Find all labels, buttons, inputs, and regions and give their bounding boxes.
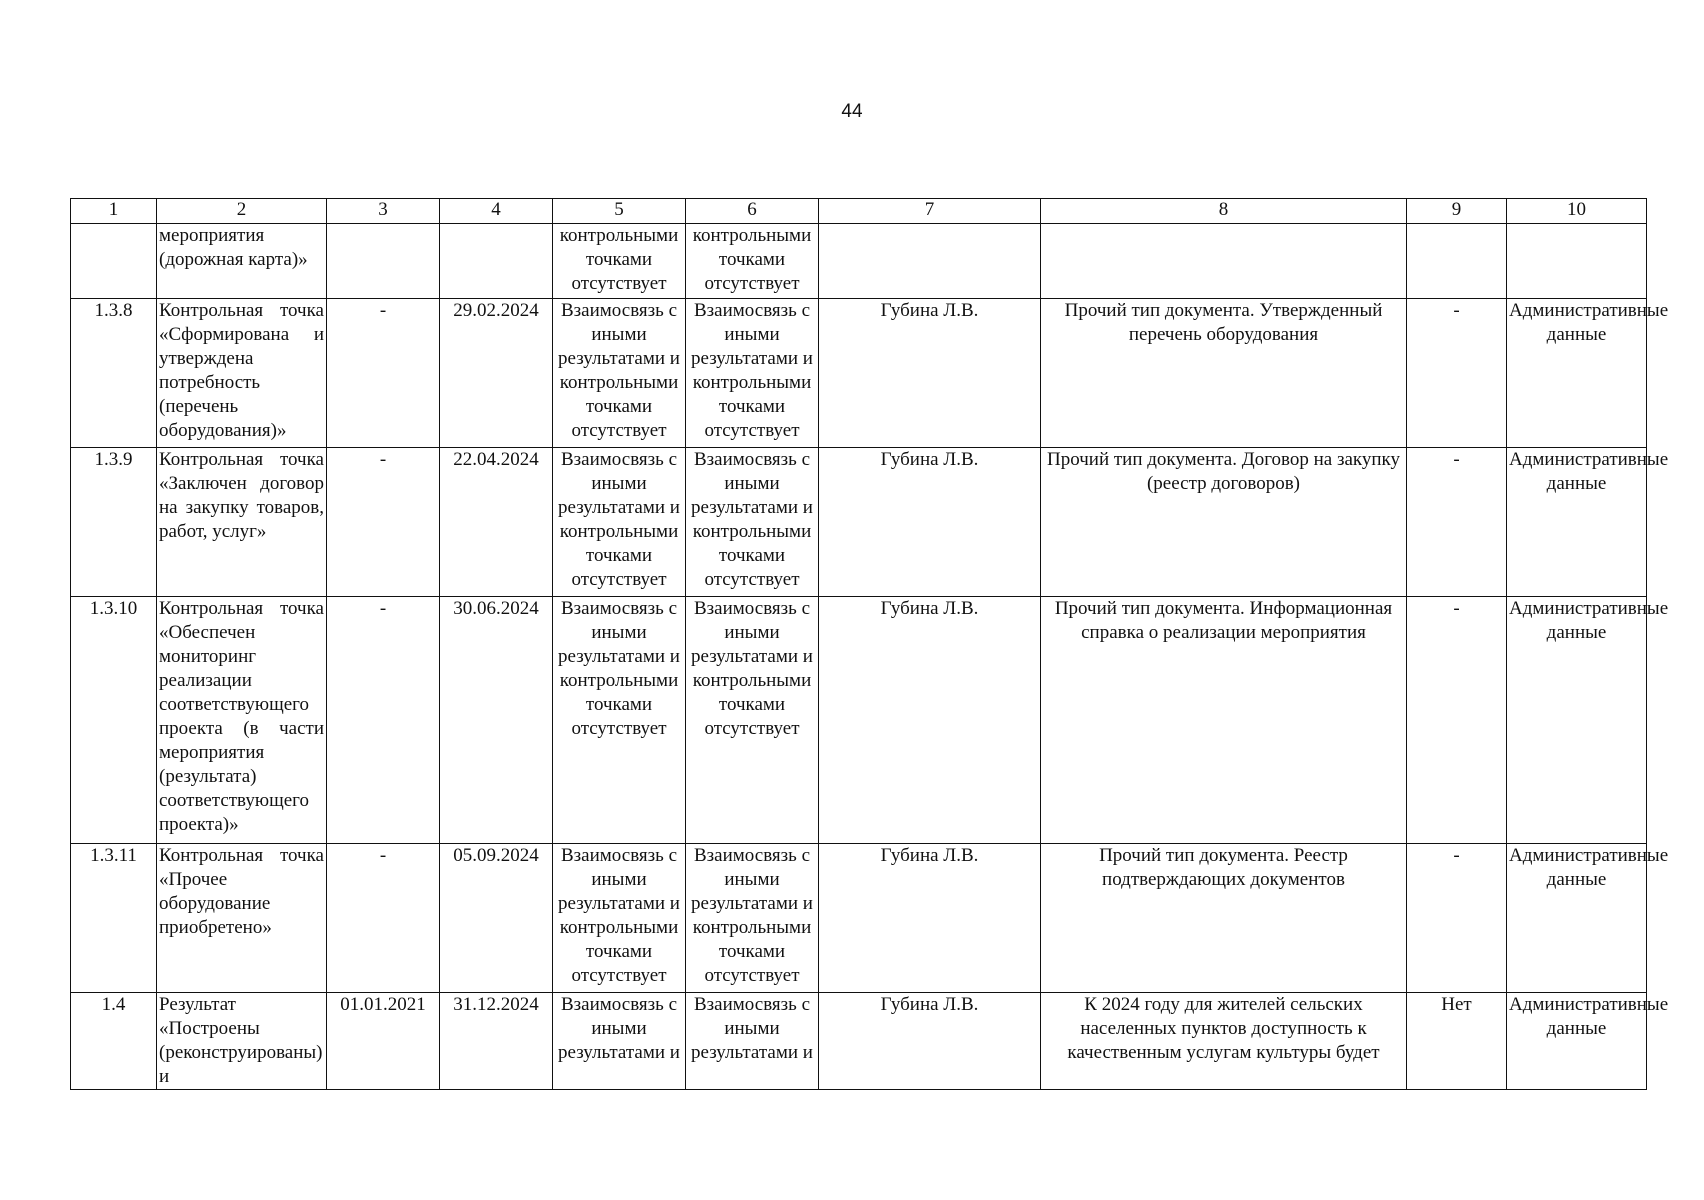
row-number: 1.3.10 <box>71 597 157 844</box>
table-row <box>71 844 1647 993</box>
table-row <box>71 993 1647 1090</box>
row-responsible: Губина Л.В. <box>819 844 1041 993</box>
row-start-date: - <box>327 597 440 844</box>
row-document: Прочий тип документа. Договор на закупку (реестр договоров) <box>1041 448 1407 597</box>
column-header: 6 <box>686 199 819 224</box>
row-info-system <box>1407 224 1507 299</box>
column-header: 10 <box>1507 199 1647 224</box>
column-header: 9 <box>1407 199 1507 224</box>
row-info-system: - <box>1407 448 1507 597</box>
row-end-date: 29.02.2024 <box>440 299 553 448</box>
row-number: 1.4 <box>71 993 157 1090</box>
row-start-date: - <box>327 844 440 993</box>
row-responsible: Губина Л.В. <box>819 993 1041 1090</box>
row-name: Контрольная точка «Прочее оборудование приобретено» <box>157 844 327 993</box>
row-info-system: - <box>1407 299 1507 448</box>
row-end-date: 31.12.2024 <box>440 993 553 1090</box>
row-link-col5: Взаимосвязь с иными результатами и контрольными точками отсутствует <box>553 448 686 597</box>
control-points-table <box>70 198 1669 1090</box>
row-source: Административные данные <box>1507 448 1647 597</box>
row-link-col6: Взаимосвязь с иными результатами и контрольными точками отсутствует <box>686 597 819 844</box>
row-start-date: - <box>327 448 440 597</box>
row-document: Прочий тип документа. Информационная справка о реализации мероприятия <box>1041 597 1407 844</box>
row-link-col5: Взаимосвязь с иными результатами и контрольными точками отсутствует <box>553 597 686 844</box>
row-source: Административные данные <box>1507 597 1647 844</box>
row-name: Результат «Построены (реконструированы) и <box>157 993 327 1090</box>
page-number: 44 <box>841 101 863 122</box>
row-document <box>1041 224 1407 299</box>
row-responsible: Губина Л.В. <box>819 448 1041 597</box>
row-document: Прочий тип документа. Утвержденный перечень оборудования <box>1041 299 1407 448</box>
row-link-col5: Взаимосвязь с иными результатами и контрольными точками отсутствует <box>553 299 686 448</box>
row-number: 1.3.11 <box>71 844 157 993</box>
row-end-date <box>440 224 553 299</box>
row-responsible <box>819 224 1041 299</box>
row-link-col6: Взаимосвязь с иными результатами и <box>686 993 819 1090</box>
row-source: Административные данные <box>1507 993 1647 1090</box>
table-row <box>71 597 1647 844</box>
row-responsible: Губина Л.В. <box>819 597 1041 844</box>
row-end-date: 05.09.2024 <box>440 844 553 993</box>
table-row <box>71 448 1647 597</box>
row-name: мероприятия (дорожная карта)» <box>157 224 327 299</box>
row-source: Административные данные <box>1507 299 1647 448</box>
row-start-date <box>327 224 440 299</box>
row-link-col6: Взаимосвязь с иными результатами и контрольными точками отсутствует <box>686 844 819 993</box>
column-header: 7 <box>819 199 1041 224</box>
row-link-col6: Взаимосвязь с иными результатами и контрольными точками отсутствует <box>686 448 819 597</box>
table-row <box>71 299 1647 448</box>
row-document: К 2024 году для жителей сельских населенных пунктов доступность к качественным услугам культуры будет <box>1041 993 1407 1090</box>
row-source <box>1507 224 1647 299</box>
row-document: Прочий тип документа. Реестр подтверждающих документов <box>1041 844 1407 993</box>
row-number <box>71 224 157 299</box>
row-responsible: Губина Л.В. <box>819 299 1041 448</box>
row-link-col5: Взаимосвязь с иными результатами и контрольными точками отсутствует <box>553 844 686 993</box>
row-link-col6: контрольными точками отсутствует <box>686 224 819 299</box>
column-header: 1 <box>71 199 157 224</box>
row-name: Контрольная точка «Обеспечен мониторинг реализации соответствующего проекта (в части мероприятия (результата) соответствующего проекта)» <box>157 597 327 844</box>
row-name: Контрольная точка «Сформирована и утверждена потребность (перечень оборудования)» <box>157 299 327 448</box>
row-start-date: - <box>327 299 440 448</box>
row-info-system: - <box>1407 597 1507 844</box>
row-link-col5: Взаимосвязь с иными результатами и <box>553 993 686 1090</box>
row-number: 1.3.8 <box>71 299 157 448</box>
column-header: 3 <box>327 199 440 224</box>
row-number: 1.3.9 <box>71 448 157 597</box>
column-header: 8 <box>1041 199 1407 224</box>
row-end-date: 30.06.2024 <box>440 597 553 844</box>
row-end-date: 22.04.2024 <box>440 448 553 597</box>
row-info-system: - <box>1407 844 1507 993</box>
row-link-col5: контрольными точками отсутствует <box>553 224 686 299</box>
row-source: Административные данные <box>1507 844 1647 993</box>
row-info-system: Нет <box>1407 993 1507 1090</box>
row-link-col6: Взаимосвязь с иными результатами и контрольными точками отсутствует <box>686 299 819 448</box>
column-header: 2 <box>157 199 327 224</box>
row-name: Контрольная точка «Заключен договор на закупку товаров, работ, услуг» <box>157 448 327 597</box>
column-header: 5 <box>553 199 686 224</box>
row-start-date: 01.01.2021 <box>327 993 440 1090</box>
column-header: 4 <box>440 199 553 224</box>
table-row <box>71 224 1647 299</box>
column-number-row <box>71 199 1647 224</box>
